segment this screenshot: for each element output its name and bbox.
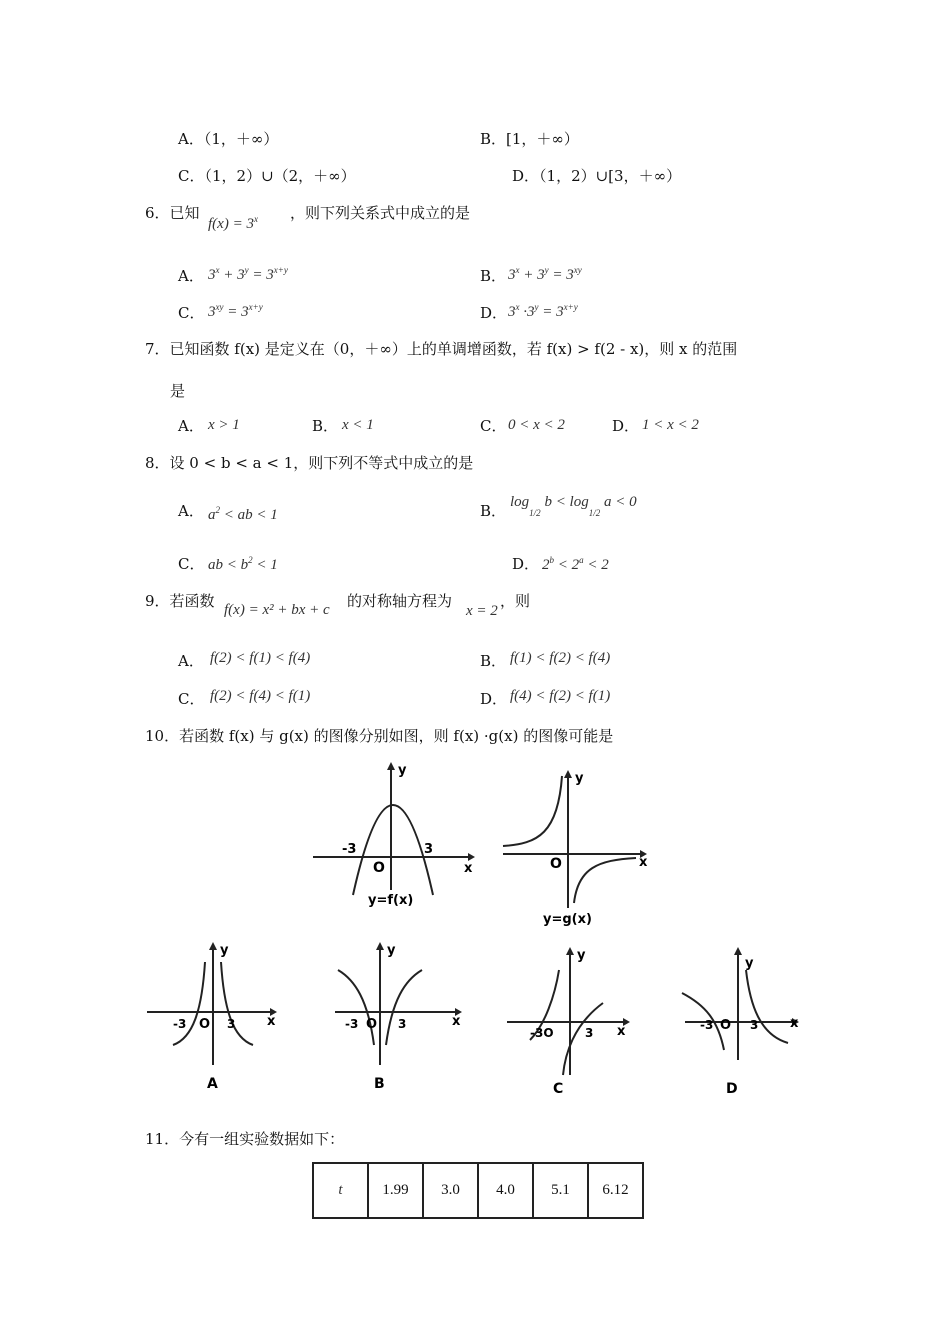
q7-option-b-label: B．	[312, 417, 339, 435]
graph-option-c	[505, 945, 645, 1100]
table-cell: 5.1	[533, 1163, 588, 1218]
q9-axis: x = 2	[466, 603, 498, 619]
q5-option-d: D．（1，2）∪[3，＋∞）	[512, 167, 682, 185]
q6-function: $f(x) = 3^x$	[208, 214, 258, 232]
q6-option-a-label: A．	[178, 267, 204, 285]
q6-option-b-expr: $3^x + 3^y = 3^{xy}$	[508, 265, 582, 283]
svg-text:y: y	[387, 943, 396, 958]
q6-option-d-label: D．	[480, 304, 508, 322]
q9-option-d-expr: f(4) < f(2) < f(1)	[510, 688, 611, 704]
svg-text:-3: -3	[342, 842, 357, 857]
q7-option-d-expr: 1 < x < 2	[642, 417, 699, 433]
svg-text:3: 3	[585, 1026, 594, 1040]
q5-option-a: A．（1，＋∞）	[178, 130, 279, 148]
q8-option-b-expr: log1/2 b < log1/2 a < 0	[510, 494, 637, 518]
svg-text:-3: -3	[700, 1018, 714, 1032]
q9-option-b-label: B．	[480, 652, 507, 670]
svg-text:3: 3	[398, 1017, 407, 1031]
q8-option-a-expr: $a^2$ < ab < 1	[208, 505, 278, 523]
q9-option-c-expr: f(2) < f(4) < f(1)	[210, 688, 311, 704]
svg-text:-3: -3	[345, 1017, 359, 1031]
q7-stem-cont: 是	[170, 382, 186, 400]
q9-option-a-label: A．	[178, 652, 204, 670]
graph-f	[308, 760, 478, 910]
q8-option-a-label: A．	[178, 502, 204, 520]
table-row	[313, 1163, 643, 1218]
q11-stem: 11．今有一组实验数据如下：	[145, 1130, 345, 1148]
q5-option-c: C．（1，2）∪（2，＋∞）	[178, 167, 356, 185]
table-cell: 3.0	[423, 1163, 478, 1218]
graph-option-a-label: A	[207, 1076, 218, 1092]
graph-option-c-label: C	[553, 1081, 564, 1097]
table-cell: 6.12	[588, 1163, 643, 1218]
q9-number: 9．若函数	[145, 592, 215, 610]
graph-g-caption: y=g(x)	[543, 912, 592, 927]
svg-text:y: y	[577, 948, 586, 963]
table-header-t: t	[313, 1163, 368, 1218]
q6-number: 6．已知	[145, 204, 200, 222]
q8-option-d-expr: $2^b < 2^a < 2$	[542, 555, 609, 573]
svg-text:O: O	[366, 1017, 378, 1032]
q9-function: f(x) = x² + bx + c	[224, 602, 330, 618]
svg-text:O: O	[720, 1018, 732, 1033]
q7-option-a-label: A．	[178, 417, 204, 435]
q8-option-d-label: D．	[512, 555, 540, 573]
q5-option-b: B．[1，＋∞）	[480, 130, 579, 148]
q6-option-c-expr: $3^{xy} = 3^{x+y}$	[208, 302, 263, 320]
svg-text:x: x	[790, 1016, 799, 1031]
q6-option-d-expr: $3^x \cdot 3^y = 3^{x+y}$	[508, 302, 578, 320]
q8-option-c-label: C．	[178, 555, 205, 573]
q7-option-d-label: D．	[612, 417, 640, 435]
graph-option-b-label: B	[374, 1076, 385, 1092]
q7-option-a-expr: x > 1	[208, 417, 240, 433]
q7-stem: 7．已知函数 f(x) 是定义在（0，＋∞）上的单调增函数，若 f(x) > f(2 - x)，则 x 的范围	[145, 340, 738, 358]
svg-text:3: 3	[750, 1018, 759, 1032]
svg-text:3: 3	[227, 1017, 236, 1031]
table-cell: 4.0	[478, 1163, 533, 1218]
q9-option-d-label: D．	[480, 690, 508, 708]
q8-stem: 8．设 0 < b < a < 1，则下列不等式中成立的是	[145, 454, 474, 472]
svg-text:y: y	[575, 771, 584, 786]
q8-option-b-label: B．	[480, 502, 507, 520]
svg-text:O: O	[550, 856, 562, 872]
graph-option-b	[330, 940, 470, 1095]
graph-g	[498, 768, 658, 928]
svg-text:3: 3	[424, 842, 434, 857]
graph-option-d	[680, 945, 810, 1100]
q7-option-c-label: C．	[480, 417, 507, 435]
svg-text:O: O	[199, 1017, 211, 1032]
svg-text:-3: -3	[173, 1017, 187, 1031]
svg-text:y: y	[220, 943, 229, 958]
q8-option-c-expr: ab < $b^2 < 1$	[208, 555, 278, 573]
q9-stem-mid: 的对称轴方程为	[347, 592, 453, 610]
svg-text:x: x	[639, 855, 648, 870]
q9-stem-tail: ，则	[500, 592, 531, 610]
svg-text:x: x	[617, 1024, 626, 1039]
svg-text:O: O	[373, 860, 385, 876]
svg-text:y: y	[745, 956, 754, 971]
q6-option-a-expr: $3^x + 3^y = 3^{x+y}$	[208, 265, 288, 283]
svg-text:x: x	[452, 1014, 461, 1029]
q9-option-a-expr: f(2) < f(1) < f(4)	[210, 650, 311, 666]
q6-option-c-label: C．	[178, 304, 205, 322]
q6-option-b-label: B．	[480, 267, 507, 285]
q10-stem: 10．若函数 f(x) 与 g(x) 的图像分别如图，则 f(x) ·g(x) 的图像可能是	[145, 727, 614, 745]
q6-stem: ，则下列关系式中成立的是	[290, 204, 471, 222]
graph-f-caption: y=f(x)	[368, 893, 414, 908]
svg-text:x: x	[267, 1014, 276, 1029]
graph-option-d-label: D	[726, 1081, 738, 1097]
q9-option-b-expr: f(1) < f(2) < f(4)	[510, 650, 611, 666]
svg-text:x: x	[464, 861, 473, 876]
svg-text:-3O: -3O	[530, 1026, 554, 1040]
q7-option-c-expr: 0 < x < 2	[508, 417, 565, 433]
q9-option-c-label: C．	[178, 690, 205, 708]
table-cell: 1.99	[368, 1163, 423, 1218]
svg-text:y: y	[398, 763, 407, 778]
q7-option-b-expr: x < 1	[342, 417, 374, 433]
data-table	[312, 1162, 644, 1219]
graph-option-a	[145, 940, 285, 1095]
